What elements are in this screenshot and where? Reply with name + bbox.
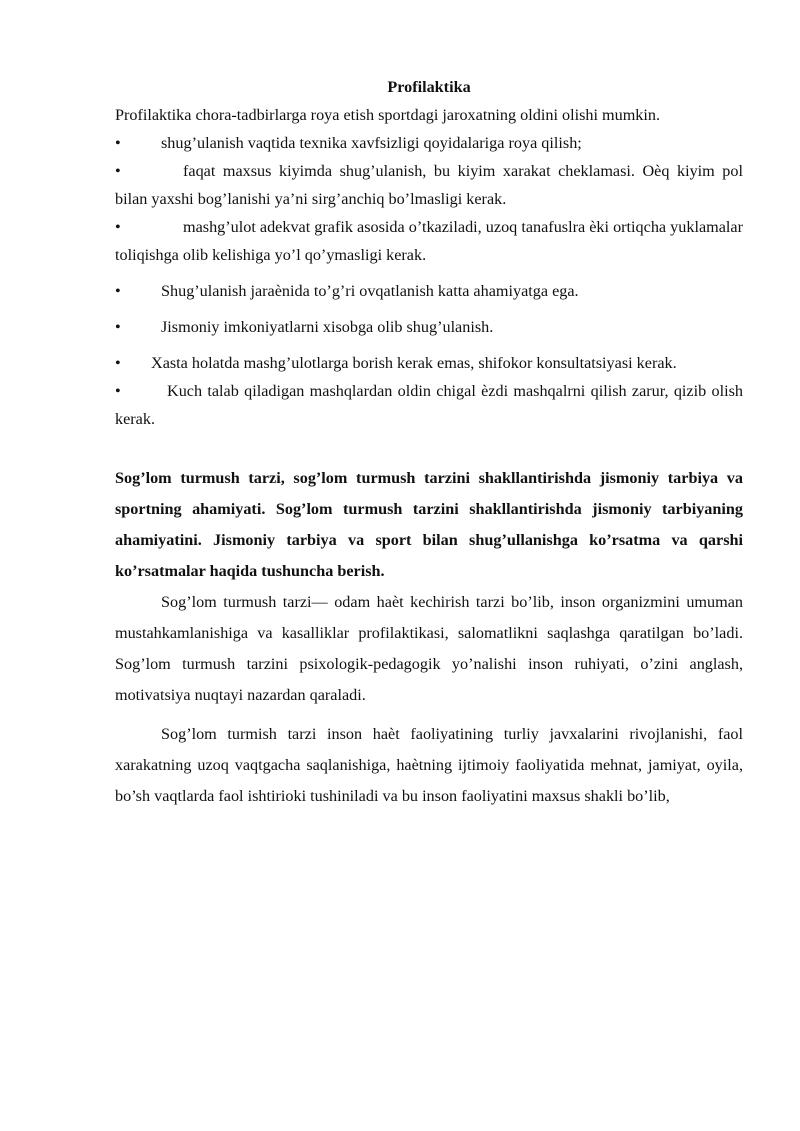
- bullet-icon: •: [115, 134, 121, 152]
- page-title: Profilaktika: [387, 78, 471, 96]
- bullet-item: [115, 277, 743, 305]
- bullet-text: Xasta holatda mashg’ulotlarga borish kerak emas, shifokor konsultatsiyasi kerak.: [151, 354, 677, 372]
- bullet-icon: •: [115, 282, 121, 300]
- bullet-icon: •: [115, 218, 121, 236]
- bullet-item: [115, 213, 743, 269]
- bullet-icon: •: [115, 382, 121, 400]
- bullet-icon: •: [115, 318, 121, 336]
- bullet-icon: •: [115, 162, 121, 180]
- bullet-icon: •: [115, 354, 121, 372]
- bullet-item: [115, 157, 743, 213]
- bullet-item: [115, 349, 743, 377]
- section-heading: Sog’lom turmush tarzi, sog’lom turmush tarzini shakllantirishda jismoniy tarbiya va sportning ahamiyati. Sog’lom turmush tarzini shakllantirishda jismoniy tarbiyaning ahamiyatini. Jismoniy tarbiya va sport bilan shug’ullanishga ko’rsatma va qarshi ko’rsatmalar haqida tushuncha berish.: [115, 469, 743, 580]
- bullet-text: shug’ulanish vaqtida texnika xavfsizligi qoyidalariga roya qilish;: [161, 134, 582, 152]
- document-page: [115, 75, 743, 812]
- intro-paragraph: Profilaktika chora-tadbirlarga roya etish sportdagi jaroxatning oldini olishi mumkin.: [115, 106, 661, 124]
- bullet-item: [115, 313, 743, 341]
- bullet-text: Jismoniy imkoniyatlarni xisobga olib shug’ulanish.: [161, 318, 494, 336]
- bullet-item: [115, 377, 743, 433]
- bullet-text: mashg’ulot adekvat grafik asosida o’tkaziladi, uzoq tanafuslra èki ortiqcha yuklamalar toliqishga olib kelishiga yo’l qo’ymasligi kerak.: [115, 218, 743, 264]
- bullet-text: Shug’ulanish jaraènida to’g’ri ovqatlanish katta ahamiyatga ega.: [161, 282, 579, 300]
- bullet-text: faqat maxsus kiyimda shug’ulanish, bu kiyim xarakat cheklamasi. Oèq kiyim pol bilan yaxshi bog’lanishi ya’ni sirg’anchiq bo’lmasligi kerak.: [115, 162, 743, 208]
- bullet-item: [115, 129, 743, 157]
- body-paragraph: Sog’lom turmush tarzi— odam haèt kechirish tarzi bo’lib, inson organizmini umuman mustahkamlanishiga va kasalliklar profilaktikasi, salomatlikni saqlashga qaratilgan bo’ladi. Sog’lom turmush tarzini psixologik-pedagogik yo’nalishi inson ruhiyati, o’zini anglash, motivatsiya nuqtayi nazardan qaraladi.: [115, 593, 743, 704]
- bullet-text: Kuch talab qiladigan mashqlardan oldin chigal èzdi mashqalrni qilish zarur, qizib olish kerak.: [115, 382, 743, 428]
- body-paragraph: Sog’lom turmish tarzi inson haèt faoliyatining turliy javxalarini rivojlanishi, faol xarakatning uzoq vaqtgacha saqlanishiga, haètning ijtimoiy faoliyatida mehnat, jamiyat, oyila, bo’sh vaqtlarda faol ishtirioki tushiniladi va bu inson faoliyatini maxsus shakli bo’lib,: [115, 725, 743, 805]
